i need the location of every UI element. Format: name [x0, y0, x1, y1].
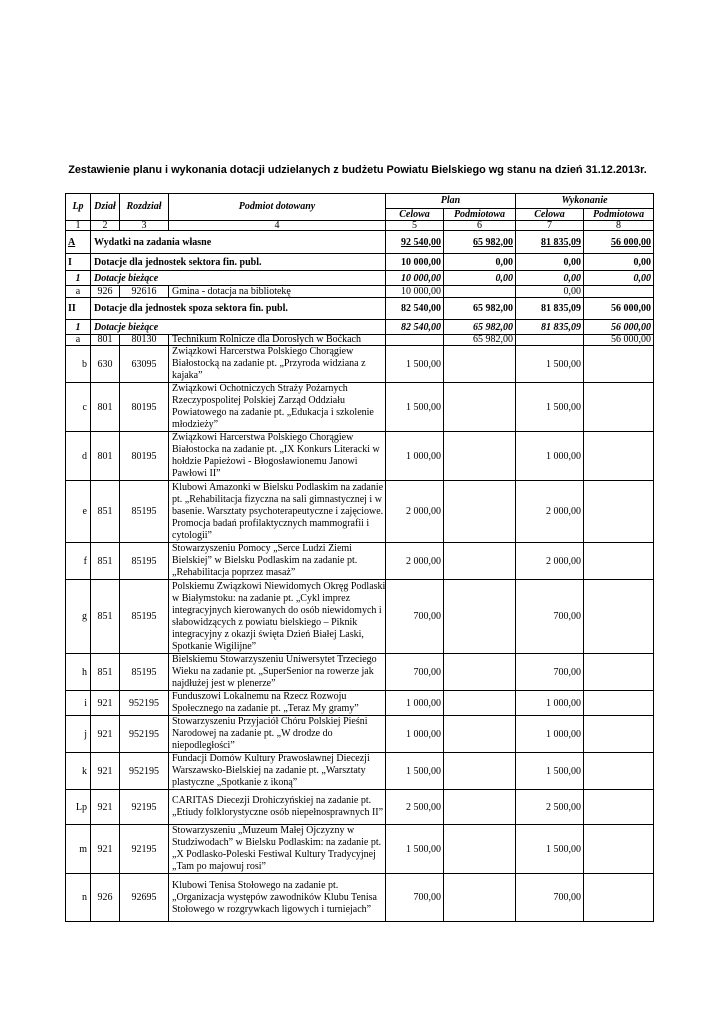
cell-label: Dotacje dla jednostek sektora fin. publ.	[91, 254, 386, 271]
podmiot-line: „X Podlasko-Poleski Festiwal Kultury Tradycyjnej	[172, 849, 376, 860]
cell-lp: e	[66, 481, 91, 543]
cell-wyk-celowa: 81 835,09	[516, 231, 584, 254]
podmiot-line: Klubowi Amazonki w Bielsku Podlaskim na zadanie	[172, 481, 384, 493]
cell-wyk-podmiotowa: 0,00	[584, 271, 654, 286]
cell-dzial: 926	[91, 286, 120, 298]
cell-dzial: 851	[91, 543, 120, 580]
cell-dzial: 921	[91, 753, 120, 790]
cell-wyk-celowa: 1 000,00	[516, 432, 584, 481]
cell-plan-celowa: 1 500,00	[386, 383, 444, 432]
cell-plan-celowa: 1 500,00	[386, 346, 444, 383]
cell-plan-podmiotowa: 0,00	[444, 271, 516, 286]
cell-rozdzial: 92195	[120, 790, 169, 825]
podmiot-line: niepodległości”	[172, 740, 235, 751]
cell-podmiot	[169, 580, 386, 654]
cell-lp: d	[66, 432, 91, 481]
subsidy-table	[65, 193, 654, 922]
cell-plan-celowa: 1 000,00	[386, 691, 444, 716]
cell-rozdzial: 952195	[120, 716, 169, 753]
cell-wyk-celowa: 700,00	[516, 874, 584, 922]
cell-wyk-podmiotowa: 56 000,00	[584, 335, 654, 346]
column-number: 5	[386, 221, 444, 231]
podmiot-line: Promocja badań profilaktycznych mammografii i	[172, 517, 370, 529]
cell-podmiot	[169, 716, 386, 753]
cell-lp: 1	[66, 271, 91, 286]
podmiot-line: Narodowej na zadanie pt. „W drodze do	[172, 728, 333, 739]
table-header	[66, 194, 654, 231]
podmiot-line: CARITAS Diecezji Drohiczyńskiej na zadanie pt.	[172, 795, 372, 806]
cell-plan-podmiotowa: 65 982,00	[444, 298, 516, 320]
table-row	[66, 481, 654, 543]
table-row	[66, 825, 654, 874]
cell-plan-podmiotowa	[444, 543, 516, 580]
cell-plan-celowa: 82 540,00	[386, 320, 444, 335]
subgroup-row	[66, 320, 654, 335]
cell-wyk-celowa: 700,00	[516, 580, 584, 654]
podmiot-line: integracyjny z okazji święta Dzień Białej Laski,	[172, 628, 364, 640]
cell-plan-podmiotowa	[444, 753, 516, 790]
cell-dzial: 921	[91, 716, 120, 753]
cell-dzial: 851	[91, 481, 120, 543]
header-plan-celowa: Celowa	[386, 209, 444, 221]
cell-dzial: 921	[91, 691, 120, 716]
cell-lp: k	[66, 753, 91, 790]
cell-plan-celowa: 1 000,00	[386, 432, 444, 481]
table-row	[66, 286, 654, 298]
cell-podmiot	[169, 383, 386, 432]
cell-wyk-podmiotowa	[584, 825, 654, 874]
header-row	[66, 194, 654, 209]
podmiot-line: Stołowego w rozgrywkach ligowych i turniejach”	[172, 903, 372, 915]
table-body	[66, 231, 654, 922]
header-podmiot: Podmiot dotowany	[169, 194, 386, 221]
cell-wyk-podmiotowa	[584, 580, 654, 654]
header-wykonanie: Wykonanie	[516, 194, 654, 209]
cell-lp: n	[66, 874, 91, 922]
table-row	[66, 580, 654, 654]
podmiot-line: Stowarzyszeniu Przyjaciół Chóru Polskiej Pieśni	[172, 716, 368, 727]
cell-rozdzial: 80195	[120, 383, 169, 432]
cell-wyk-podmiotowa	[584, 286, 654, 298]
cell-plan-celowa: 92 540,00	[386, 231, 444, 254]
cell-rozdzial: 952195	[120, 691, 169, 716]
cell-podmiot	[169, 654, 386, 691]
column-number: 6	[444, 221, 516, 231]
cell-lp: I	[66, 254, 91, 271]
header-wyk-podmiotowa: Podmiotowa	[584, 209, 654, 221]
cell-rozdzial: 92616	[120, 286, 169, 298]
table-row	[66, 383, 654, 432]
cell-wyk-celowa: 1 000,00	[516, 691, 584, 716]
cell-lp: a	[66, 335, 91, 346]
group-row	[66, 254, 654, 271]
cell-dzial: 801	[91, 383, 120, 432]
column-number: 1	[66, 221, 91, 231]
cell-plan-celowa: 10 000,00	[386, 271, 444, 286]
cell-lp: 1	[66, 320, 91, 335]
podmiot-line: Funduszowi Lokalnemu na Rzecz Rozwoju	[172, 691, 347, 702]
cell-wyk-podmiotowa	[584, 481, 654, 543]
cell-wyk-podmiotowa: 56 000,00	[584, 231, 654, 254]
cell-wyk-celowa: 1 500,00	[516, 825, 584, 874]
podmiot-line: „Rehabilitacja poprzez masaż”	[172, 567, 296, 578]
podmiot-line: hołdzie Papieżowi - Błogosławionemu Janowi	[172, 456, 358, 467]
podmiot-line: pt. „Rehabilitacja fizyczna na sali gimnastycznej i w	[172, 493, 382, 505]
cell-dzial: 851	[91, 654, 120, 691]
cell-wyk-podmiotowa	[584, 432, 654, 481]
cell-lp: i	[66, 691, 91, 716]
cell-wyk-podmiotowa: 56 000,00	[584, 298, 654, 320]
cell-wyk-podmiotowa	[584, 654, 654, 691]
cell-plan-celowa: 1 500,00	[386, 825, 444, 874]
cell-wyk-celowa: 1 500,00	[516, 346, 584, 383]
cell-wyk-celowa: 700,00	[516, 654, 584, 691]
cell-wyk-podmiotowa	[584, 753, 654, 790]
table-row	[66, 753, 654, 790]
column-number: 7	[516, 221, 584, 231]
podmiot-line: w Białymstoku: na zadanie pt. „Cykl imprez	[172, 592, 351, 604]
podmiot-line: Technikum Rolnicze dla Dorosłych w Boćkach	[172, 334, 361, 345]
cell-lp: a	[66, 286, 91, 298]
podmiot-line: Białostocka na zadanie pt. „IX Konkurs Literacki w	[172, 444, 380, 455]
podmiot-line: słabowidzących z powiatu bielskiego – Piknik	[172, 616, 358, 628]
cell-rozdzial: 92195	[120, 825, 169, 874]
table-row	[66, 874, 654, 922]
cell-wyk-celowa: 1 500,00	[516, 383, 584, 432]
cell-plan-celowa: 1 500,00	[386, 753, 444, 790]
header-wyk-celowa: Celowa	[516, 209, 584, 221]
cell-plan-podmiotowa	[444, 716, 516, 753]
cell-dzial: 851	[91, 580, 120, 654]
cell-lp: A	[66, 231, 91, 254]
cell-wyk-podmiotowa	[584, 691, 654, 716]
cell-podmiot	[169, 286, 386, 298]
cell-rozdzial: 85195	[120, 543, 169, 580]
cell-plan-celowa: 2 000,00	[386, 481, 444, 543]
cell-lp: h	[66, 654, 91, 691]
group-row	[66, 298, 654, 320]
podmiot-line: Fundacji Domów Kultury Prawosławnej Diecezji	[172, 753, 370, 764]
cell-plan-celowa: 1 000,00	[386, 716, 444, 753]
cell-plan-podmiotowa	[444, 790, 516, 825]
section-row	[66, 231, 654, 254]
cell-dzial: 921	[91, 825, 120, 874]
podmiot-line: cytologii”	[172, 529, 212, 541]
cell-dzial: 921	[91, 790, 120, 825]
cell-lp: c	[66, 383, 91, 432]
cell-wyk-celowa: 2 500,00	[516, 790, 584, 825]
podmiot-line: Bielskiemu Stowarzyszeniu Uniwersytet Trzeciego	[172, 654, 377, 665]
cell-wyk-podmiotowa	[584, 543, 654, 580]
table-row	[66, 346, 654, 383]
cell-wyk-podmiotowa	[584, 716, 654, 753]
cell-podmiot	[169, 691, 386, 716]
cell-podmiot	[169, 481, 386, 543]
cell-rozdzial: 80195	[120, 432, 169, 481]
podmiot-line: Bielskiej” w Bielsku Podlaskim na zadanie pt.	[172, 555, 358, 566]
cell-wyk-celowa: 0,00	[516, 254, 584, 271]
podmiot-line: młodzieży”	[172, 419, 219, 430]
table-row	[66, 790, 654, 825]
cell-plan-podmiotowa	[444, 346, 516, 383]
column-number: 4	[169, 221, 386, 231]
cell-podmiot	[169, 335, 386, 346]
cell-lp: f	[66, 543, 91, 580]
podmiot-line: Stowarzyszeniu „Muzeum Małej Ojczyzny w	[172, 825, 355, 836]
podmiot-line: basenie. Warsztaty psychoterapeutyczne i zajęciowe.	[172, 505, 384, 517]
cell-podmiot	[169, 432, 386, 481]
cell-plan-podmiotowa: 65 982,00	[444, 231, 516, 254]
podmiot-line: „Organizacja występów zawodników Klubu Tenisa	[172, 891, 377, 903]
cell-plan-podmiotowa: 0,00	[444, 254, 516, 271]
cell-wyk-celowa: 0,00	[516, 286, 584, 298]
cell-wyk-celowa: 2 000,00	[516, 543, 584, 580]
cell-rozdzial: 80130	[120, 335, 169, 346]
podmiot-line: Warszawsko-Bielskiej na zadanie pt. „Warsztaty	[172, 765, 366, 776]
cell-lp: II	[66, 298, 91, 320]
podmiot-line: „Tam po majowuj rosi”	[172, 861, 266, 872]
table-row	[66, 543, 654, 580]
header-plan: Plan	[386, 194, 516, 209]
cell-podmiot	[169, 543, 386, 580]
cell-podmiot	[169, 825, 386, 874]
cell-plan-podmiotowa	[444, 481, 516, 543]
podmiot-line: Wieku na zadanie pt. „SuperSenior na rowerze jak	[172, 666, 374, 677]
cell-podmiot	[169, 346, 386, 383]
cell-dzial: 926	[91, 874, 120, 922]
cell-label: Dotacje bieżące	[91, 271, 386, 286]
cell-plan-celowa: 10 000,00	[386, 254, 444, 271]
cell-label: Dotacje dla jednostek spoza sektora fin. publ.	[91, 298, 386, 320]
cell-rozdzial: 92695	[120, 874, 169, 922]
cell-podmiot	[169, 874, 386, 922]
podmiot-line: Związkowi Harcerstwa Polskiego Chorągiew	[172, 432, 354, 443]
cell-plan-podmiotowa	[444, 874, 516, 922]
column-number: 2	[91, 221, 120, 231]
podmiot-line: Białostocką na zadanie pt. „Przyroda widziana z	[172, 358, 366, 369]
cell-wyk-podmiotowa	[584, 790, 654, 825]
cell-plan-podmiotowa	[444, 654, 516, 691]
cell-wyk-celowa: 2 000,00	[516, 481, 584, 543]
cell-dzial: 801	[91, 335, 120, 346]
cell-plan-podmiotowa: 65 982,00	[444, 320, 516, 335]
header-rozdzial: Rozdział	[120, 194, 169, 221]
cell-wyk-podmiotowa	[584, 383, 654, 432]
podmiot-line: Gmina - dotacja na bibliotekę	[172, 285, 291, 297]
cell-rozdzial: 85195	[120, 580, 169, 654]
cell-plan-podmiotowa	[444, 432, 516, 481]
cell-plan-celowa: 700,00	[386, 580, 444, 654]
cell-plan-celowa: 82 540,00	[386, 298, 444, 320]
cell-rozdzial: 952195	[120, 753, 169, 790]
cell-label: Dotacje bieżące	[91, 320, 386, 335]
cell-plan-celowa	[386, 335, 444, 346]
podmiot-line: Społecznego na zadanie pt. „Teraz My gramy”	[172, 703, 359, 714]
cell-plan-podmiotowa	[444, 286, 516, 298]
column-number-row	[66, 221, 654, 231]
table-row	[66, 716, 654, 753]
podmiot-line: kajaka”	[172, 370, 203, 381]
podmiot-line: Rzeczypospolitej Polskiej Zarząd Oddziału	[172, 395, 346, 406]
document-title: Zestawienie planu i wykonania dotacji udzielanych z budżetu Powiatu Bielskiego wg stanu na dzień 31.12.2013r.	[68, 164, 647, 176]
podmiot-line: „Etiudy folklorystyczne osób niepełnosprawnych II”	[172, 807, 384, 818]
cell-dzial: 630	[91, 346, 120, 383]
table-row	[66, 691, 654, 716]
podmiot-line: Pawłowi II”	[172, 468, 221, 479]
podmiot-line: Klubowi Tenisa Stołowego na zadanie pt.	[172, 879, 339, 891]
podmiot-line: najdłużej jest w plenerze”	[172, 678, 276, 689]
cell-plan-celowa: 10 000,00	[386, 286, 444, 298]
header-plan-podmiotowa: Podmiotowa	[444, 209, 516, 221]
cell-plan-podmiotowa	[444, 691, 516, 716]
cell-podmiot	[169, 790, 386, 825]
cell-plan-podmiotowa	[444, 580, 516, 654]
cell-rozdzial: 85195	[120, 481, 169, 543]
cell-podmiot	[169, 753, 386, 790]
cell-lp: Lp	[66, 790, 91, 825]
cell-lp: j	[66, 716, 91, 753]
podmiot-line: Związkowi Harcerstwa Polskiego Chorągiew	[172, 346, 354, 357]
cell-wyk-celowa	[516, 335, 584, 346]
podmiot-line: Polskiemu Związkowi Niewidomych Okręg Podlaski	[172, 580, 386, 592]
cell-wyk-celowa: 81 835,09	[516, 298, 584, 320]
cell-wyk-celowa: 1 000,00	[516, 716, 584, 753]
podmiot-line: Powiatowego na zadanie pt. „Edukacja i szkolenie	[172, 407, 374, 418]
podmiot-line: Spotkanie Wigilijne”	[172, 640, 257, 652]
cell-lp: m	[66, 825, 91, 874]
table-row	[66, 335, 654, 346]
cell-plan-celowa: 700,00	[386, 654, 444, 691]
cell-dzial: 801	[91, 432, 120, 481]
cell-plan-podmiotowa	[444, 383, 516, 432]
podmiot-line: integracyjnych kierowanych do osób niewidomych i	[172, 604, 382, 616]
cell-plan-celowa: 2 500,00	[386, 790, 444, 825]
table-row	[66, 432, 654, 481]
cell-plan-podmiotowa	[444, 825, 516, 874]
cell-wyk-celowa: 0,00	[516, 271, 584, 286]
cell-plan-celowa: 2 000,00	[386, 543, 444, 580]
cell-lp: b	[66, 346, 91, 383]
header-dzial: Dział	[91, 194, 120, 221]
column-number: 8	[584, 221, 654, 231]
subgroup-row	[66, 271, 654, 286]
cell-wyk-podmiotowa	[584, 346, 654, 383]
cell-rozdzial: 85195	[120, 654, 169, 691]
podmiot-line: Stowarzyszeniu Pomocy „Serce Ludzi Ziemi	[172, 543, 352, 554]
cell-wyk-podmiotowa: 56 000,00	[584, 320, 654, 335]
cell-rozdzial: 63095	[120, 346, 169, 383]
cell-plan-celowa: 700,00	[386, 874, 444, 922]
cell-wyk-podmiotowa: 0,00	[584, 254, 654, 271]
cell-wyk-celowa: 1 500,00	[516, 753, 584, 790]
cell-wyk-celowa: 81 835,09	[516, 320, 584, 335]
cell-label: Wydatki na zadania własne	[91, 231, 386, 254]
cell-lp: g	[66, 580, 91, 654]
podmiot-line: Związkowi Ochotniczych Straży Pożarnych	[172, 383, 348, 394]
column-number: 3	[120, 221, 169, 231]
cell-plan-podmiotowa: 65 982,00	[444, 335, 516, 346]
header-lp: Lp	[66, 194, 91, 221]
podmiot-line: plastyczne „Spotkanie z ikoną”	[172, 777, 298, 788]
podmiot-line: Studziwodach” w Bielsku Podlaskim: na zadanie pt.	[172, 837, 382, 848]
cell-wyk-podmiotowa	[584, 874, 654, 922]
table-row	[66, 654, 654, 691]
